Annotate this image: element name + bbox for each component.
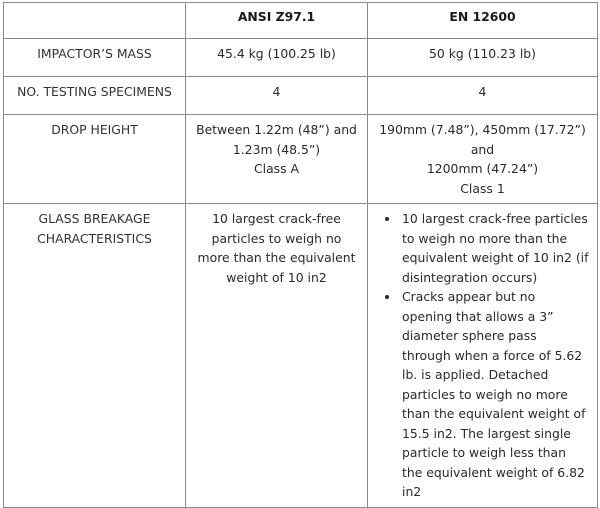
- ansi-breakage-line: particles to weigh no: [211, 230, 342, 246]
- ansi-breakage-line: more than the equivalent: [197, 250, 356, 265]
- en-drop-height-line: 190mm (7.48”), 450mm (17.72”) and: [379, 122, 586, 157]
- ansi-testing-specimens: 4: [186, 77, 368, 115]
- list-item: • Cracks appear but no opening that allows a 3” diameter sphere pass through when a force of 5.62 lb. is applied. Detached particles to weigh no more than the equivalent weight of 15.5 in2. The largest single particle to weigh less than the equivalent weight of 6.82 in2: [400, 287, 589, 502]
- en-drop-height-line: 1200mm (47.24”): [426, 161, 539, 176]
- ansi-drop-height-line: Between 1.22m (48”) and: [196, 122, 357, 137]
- header-empty-cell: [4, 3, 186, 39]
- en-testing-specimens: 4: [368, 77, 598, 115]
- ansi-impactor-mass: 45.4 kg (100.25 lb): [186, 39, 368, 77]
- en-impactor-mass: 50 kg (110.23 lb): [368, 39, 598, 77]
- ansi-glass-breakage: [186, 204, 368, 508]
- row-label-impactor-mass: IMPACTOR’S MASS: [4, 39, 186, 77]
- table-row: [4, 115, 598, 204]
- en-drop-height-class: Class 1: [460, 180, 505, 196]
- ansi-drop-height-class: Class A: [253, 161, 299, 176]
- ansi-breakage-line: weight of 10 in2: [226, 269, 327, 285]
- table-row: [4, 39, 598, 77]
- row-label-glass-breakage: [4, 204, 186, 508]
- en-glass-breakage: [368, 204, 598, 508]
- row-label-line: CHARACTERISTICS: [37, 230, 152, 246]
- table-row: [4, 204, 598, 508]
- en-breakage-list: [378, 209, 589, 502]
- row-label-line: GLASS BREAKAGE: [38, 211, 151, 226]
- ansi-breakage-line: 10 largest crack-free: [212, 211, 341, 226]
- table-row: [4, 77, 598, 115]
- row-label-testing-specimens: NO. TESTING SPECIMENS: [4, 77, 186, 115]
- en-drop-height: [368, 115, 598, 204]
- ansi-drop-height: [186, 115, 368, 204]
- table-header-row: [4, 3, 598, 39]
- row-label-drop-height: DROP HEIGHT: [4, 115, 186, 204]
- header-ansi: ANSI Z97.1: [186, 3, 368, 39]
- list-item: • 10 largest crack-free particles to weigh no more than the equivalent weight of 10 in2 (if disintegration occurs): [400, 209, 589, 287]
- comparison-table: [3, 2, 598, 508]
- header-en: EN 12600: [368, 3, 598, 39]
- ansi-drop-height-line: 1.23m (48.5”): [232, 141, 321, 157]
